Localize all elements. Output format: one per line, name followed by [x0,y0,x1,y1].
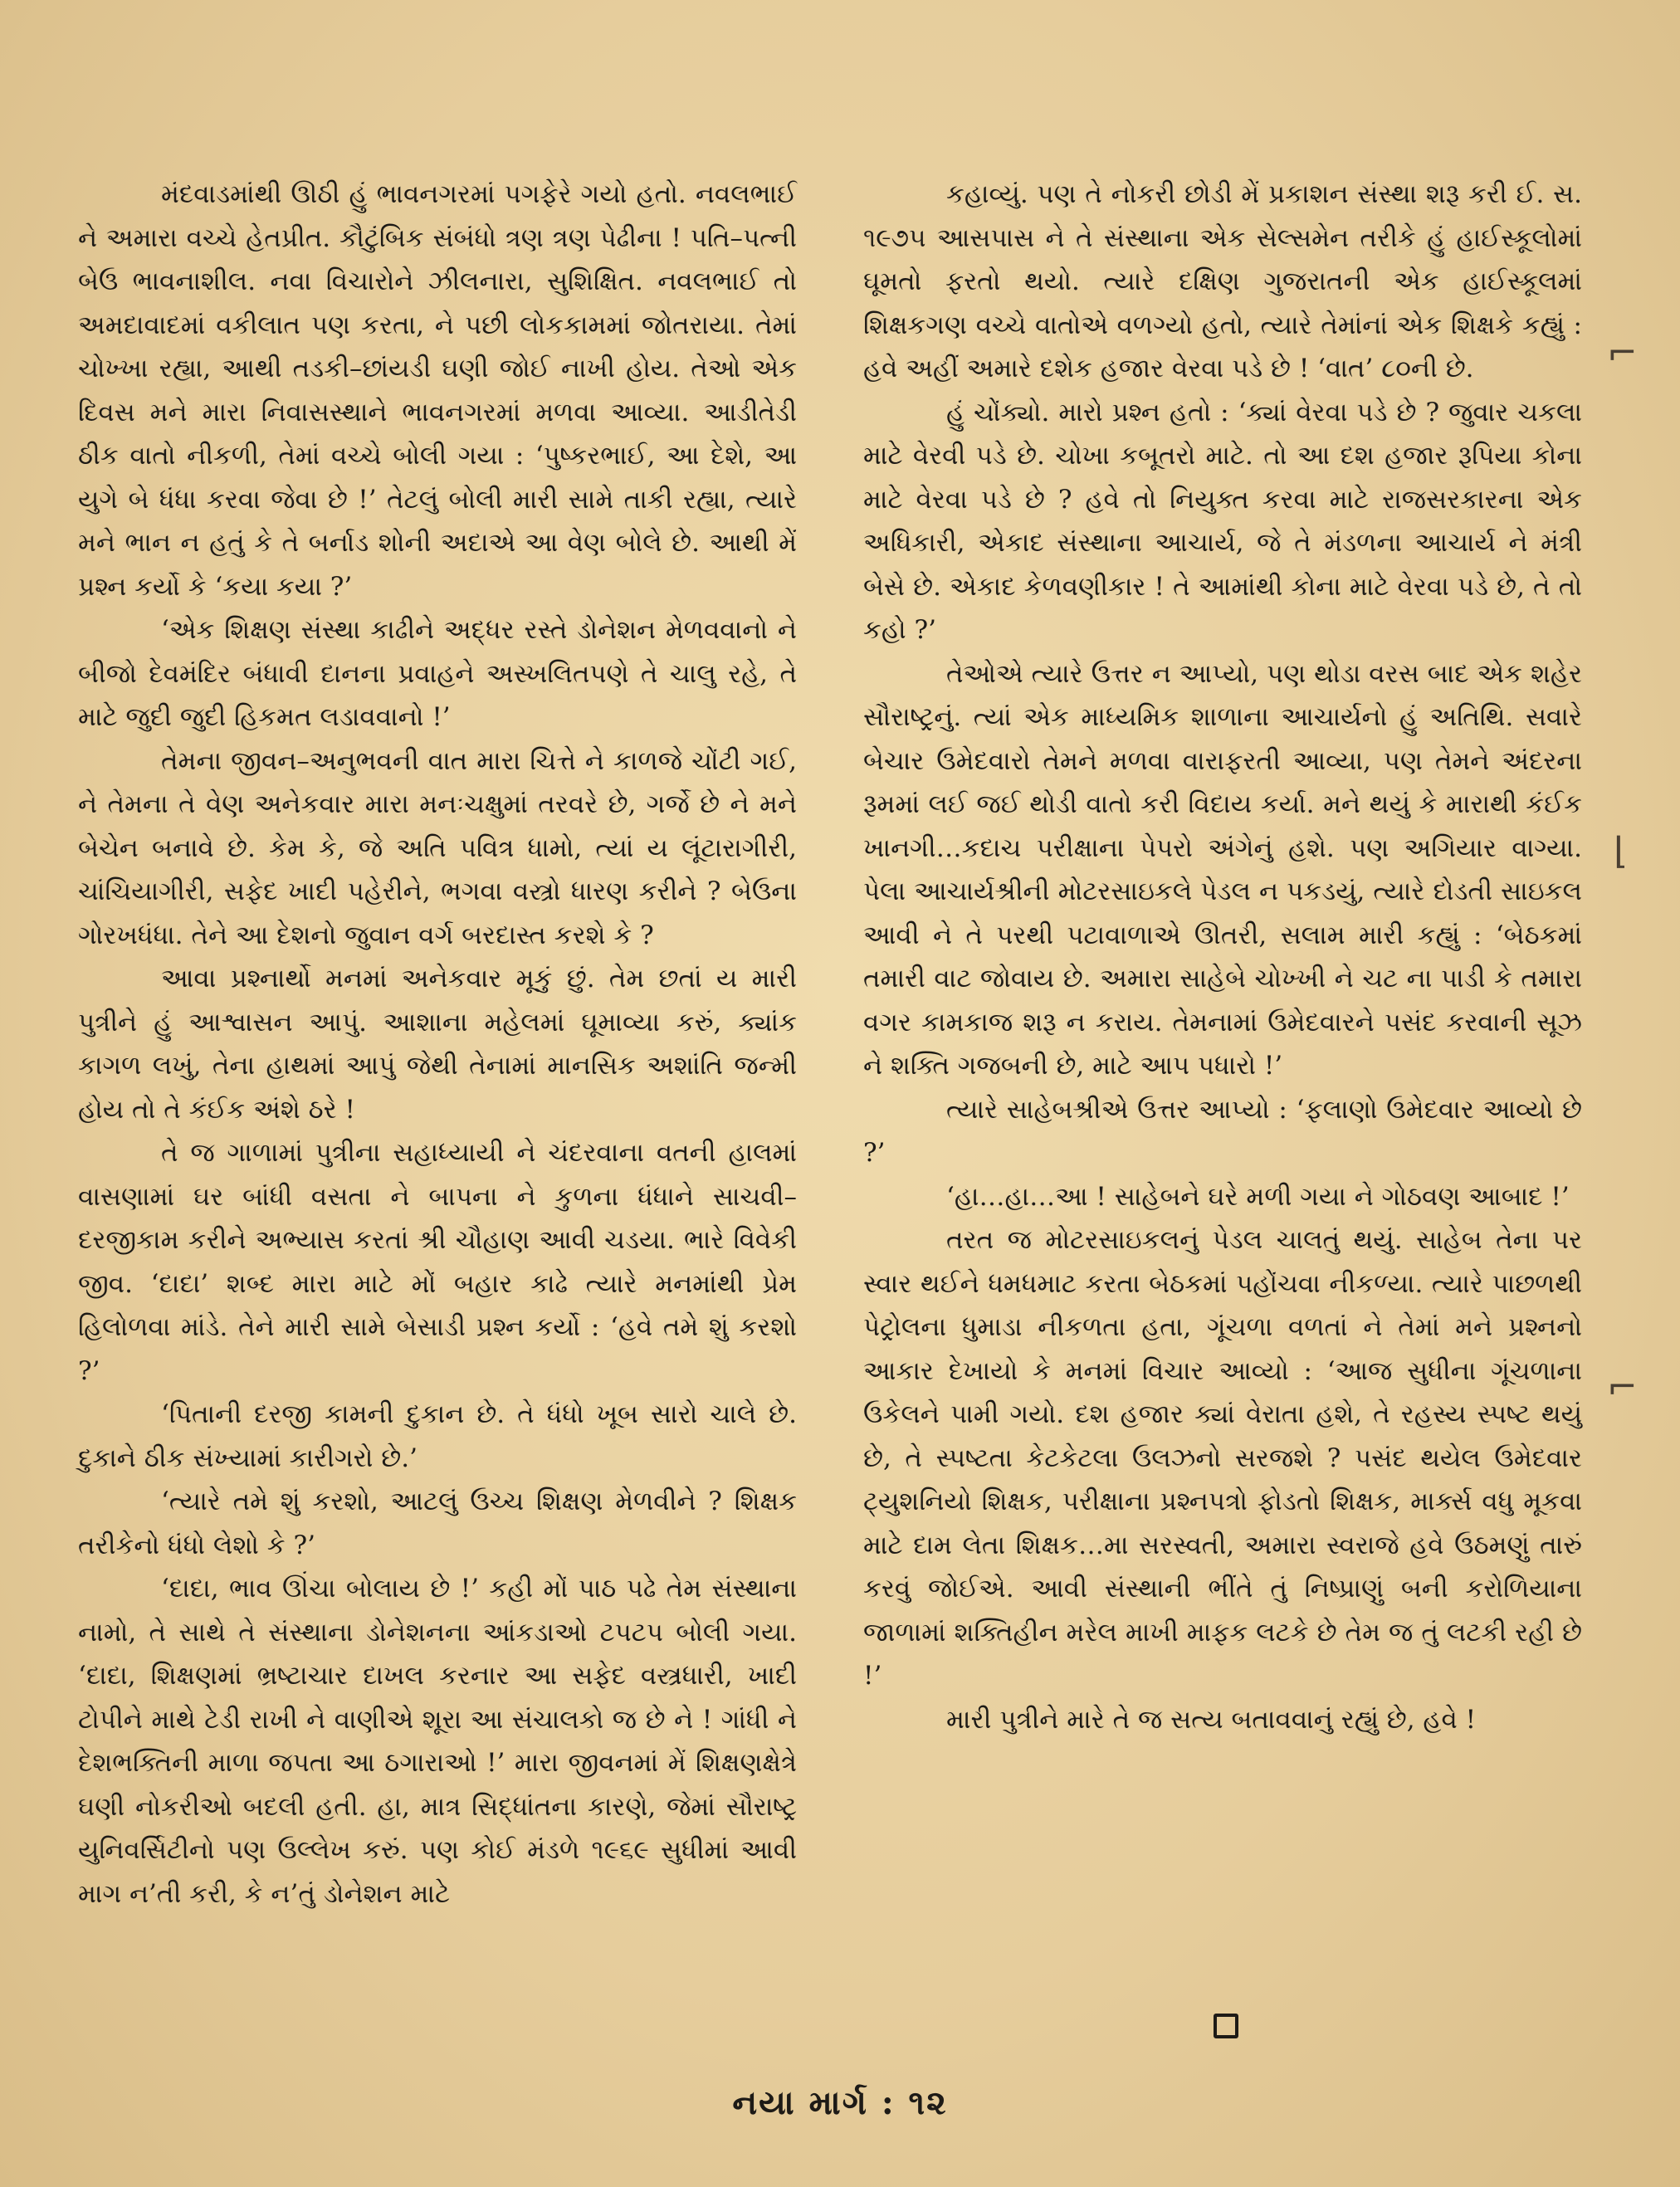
margin-pencil-mark: ⌐ [1607,1366,1638,1408]
paragraph: ‘હા…હા…આ ! સાહેબને ઘરે મળી ગયા ને ગોઠવણ આબાદ !’ [946,1181,1570,1212]
end-of-article-square-icon [1214,2014,1238,2038]
paragraph: તેઓએ ત્યારે ઉત્તર ન આપ્યો, પણ થોડા વરસ બાદ એક શહેર સૌરાષ્ટ્રનું. ત્યાં એક માધ્યમિક શાળાના આચાર્યનો હું અતિથિ. સવારે બેચાર ઉમેદવારો તેમને મળવા વારાફરતી આવ્યા, પણ તેમને અંદરના રૂમમાં લઈ જઈ થોડી વાતો કરી વિદાય કર્યા. મને થયું કે મારાથી કંઈક ખાનગી…કદાચ પરીક્ષાના પેપરો અંગેનું હશે. પણ અગિયાર વાગ્યા. પેલા આચાર્યશ્રીની મોટરસાઇકલે પેડલ ન પકડયું, ત્યારે દોડતી સાઇકલ આવી ને તે પરથી પટાવાળાએ ઊતરી, સલામ મારી કહ્યું : ‘બેઠકમાં તમારી વાટ જોવાય છે. અમારા સાહેબે ચોખ્ખી ને ચટ ના પાડી કે તમારા વગર કામકાજ શરૂ ન કરાય. તેમનામાં ઉમેદવારને પસંદ કરવાની સૂઝ ને શક્તિ ગજબની છે, માટે આપ પધારો !’ [863,658,1582,1081]
paragraph: ‘દાદા, ભાવ ઊંચા બોલાય છે !’ કહી મોં પાઠ પઢે તેમ સંસ્થાના નામો, તે સાથે તે સંસ્થાના ડોનેશનના આંકડાઓ ટપટપ બોલી ગયા. ‘દાદા, શિક્ષણમાં ભ્રષ્ટાચાર દાખલ કરનાર આ સફેદ વસ્ત્રધારી, ખાદી ટોપીને માથે ટેડી રાખી ને વાણીએ શૂરા આ સંચાલકો જ છે ને ! ગાંધી ને દેશભક્તિની માળા જપતા આ ઠગારાઓ !’ મારા જીવનમાં મેં શિક્ષણક્ષેત્રે ઘણી નોકરીઓ બદલી હતી. હા, માત્ર સિદ્ધાંતના કારણે, જેમાં સૌરાષ્ટ્ર યુનિવર્સિટીનો પણ ઉલ્લેખ કરું. પણ કોઈ મંડળે ૧૯૬૯ સુધીમાં આવી માગ ન’તી કરી, કે ન’તું ડોનેશન માટે [78,1574,797,1909]
paragraph: કહાવ્યું. પણ તે નોકરી છોડી મેં પ્રકાશન સંસ્થા શરૂ કરી ઈ. સ. ૧૯૭૫ આસપાસ ને તે સંસ્થાના એક સેલ્સમેન તરીકે હું હાઈસ્કૂલોમાં ઘૂમતો ફરતો થયો. ત્યારે દક્ષિણ ગુજરાતની એક હાઈસ્કૂલમાં શિક્ષકગણ વચ્ચે વાતોએ વળગ્યો હતો, ત્યારે તેમાંનાં એક શિક્ષકે કહ્યું : હવે અહીં અમારે દશેક હજાર વેરવા પડે છે ! ‘વાત’ ૮૦ની છે. [863,179,1582,383]
paragraph: ત્યારે સાહેબશ્રીએ ઉત્તર આપ્યો : ‘ફલાણો ઉમેદવાર આવ્યો છે ?’ [863,1094,1582,1168]
paragraph: તે જ ગાળામાં પુત્રીના સહાધ્યાયી ને ચંદરવાના વતની હાલમાં વાસણામાં ઘર બાંધી વસતા ને બાપના ને કુળના ધંધાને સાચવી–દરજીકામ કરીને અભ્યાસ કરતાં શ્રી ચૌહાણ આવી ચડયા. ભારે વિવેકી જીવ. ‘દાદા’ શબ્દ મારા માટે મોં બહાર કાઢે ત્યારે મનમાંથી પ્રેમ હિલોળવા માંડે. તેને મારી સામે બેસાડી પ્રશ્ન કર્યો : ‘હવે તમે શું કરશો ?’ [78,1138,797,1386]
page-footer: નયા માર્ગ : ૧૨ [732,2083,948,2122]
paragraph: મારી પુત્રીને મારે તે જ સત્ય બતાવવાનું રહ્યું છે, હવે ! [946,1704,1477,1735]
left-column [78,173,797,1916]
paragraph: તરત જ મોટરસાઇકલનું પેડલ ચાલતું થયું. સાહેબ તેના પર સ્વાર થઈને ધમધમાટ કરતા બેઠકમાં પહોંચવા નીકળ્યા. ત્યારે પાછળથી પેટ્રોલના ધુમાડા નીકળતા હતા, ગૂંચળા વળતાં ને તેમાં મને પ્રશ્નનો આકાર દેખાયો કે મનમાં વિચાર આવ્યો : ‘આજ સુધીના ગૂંચળાના ઉકેલને પામી ગયો. દશ હજાર ક્યાં વેરાતા હશે, તે રહસ્ય સ્પષ્ટ થયું છે, તે સ્પષ્ટતા કેટકેટલા ઉલઝનો સરજશે ? પસંદ થયેલ ઉમેદવાર ટ્યુશનિયો શિક્ષક, પરીક્ષાના પ્રશ્નપત્રો ફોડતો શિક્ષક, માર્ક્સ વધુ મૂકવા માટે દામ લેતા શિક્ષક…મા સરસ્વતી, અમારા સ્વરાજે હવે ઉઠમણું તારું કરવું જોઈએ. આવી સંસ્થાની ભીંતે તું નિષ્પ્રાણું બની કરોળિયાના જાળામાં શક્તિહીન મરેલ માખી માફક લટકે છે તેમ જ તું લટકી રહી છે !’ [863,1225,1582,1691]
paragraph: હું ચોંક્યો. મારો પ્રશ્ન હતો : ‘ક્યાં વેરવા પડે છે ? જુવાર ચકલા માટે વેરવી પડે છે. ચોખા કબૂતરો માટે. તો આ દશ હજાર રૂપિયા કોના માટે વેરવા પડે છે ? હવે તો નિયુક્ત કરવા માટે રાજસરકારના એક અધિકારી, એકાદ સંસ્થાના આચાર્ય, જે તે મંડળના આચાર્ય ને મંત્રી બેસે છે. એકાદ કેળવણીકાર ! તે આમાંથી કોના માટે વેરવા પડે છે, તે તો કહો ?’ [863,397,1582,645]
paragraph: મંદવાડમાંથી ઊઠી હું ભાવનગરમાં પગફેરે ગયો હતો. નવલભાઈ ને અમારા વચ્ચે હેતપ્રીત. કૌટુંબિક સંબંધો ત્રણ ત્રણ પેઢીના ! પતિ–પત્ની બેઉ ભાવનાશીલ. નવા વિચારોને ઝીલનારા, સુશિક્ષિત. નવલભાઈ તો અમદાવાદમાં વકીલાત પણ કરતા, ને પછી લોકકામમાં જોતરાયા. તેમાં ચોખ્ખા રહ્યા, આથી તડકી–છાંયડી ઘણી જોઈ નાખી હોય. તેઓ એક દિવસ મને મારા નિવાસસ્થાને ભાવનગરમાં મળવા આવ્યા. આડીતેડી ઠીક વાતો નીકળી, તેમાં વચ્ચે બોલી ગયા : ‘પુષ્કરભાઈ, આ દેશે, આ યુગે બે ધંધા કરવા જેવા છે !’ તેટલું બોલી મારી સામે તાકી રહ્યા, ત્યારે મને ભાન ન હતું કે તે બર્નાડ શોની અદાએ આ વેણ બોલે છે. આથી મેં પ્રશ્ન કર્યો કે ‘કયા કયા ?’ [78,179,797,602]
paragraph: આવા પ્રશ્નાર્થો મનમાં અનેકવાર મૂકું છું. તેમ છતાં ય મારી પુત્રીને હું આશ્વાસન આપું. આશાના મહેલમાં ઘૂમાવ્યા કરું, ક્યાંક કાગળ લખું, તેના હાથમાં આપું જેથી તેનામાં માનસિક અશાંતિ જન્મી હોય તો તે કંઈક અંશે ઠરે ! [78,964,797,1125]
paragraph: તેમના જીવન–અનુભવની વાત મારા ચિત્તે ને કાળજે ચોંટી ગઈ, ને તેમના તે વેણ અનેકવાર મારા મનઃચક્ષુમાં તરવરે છે, ગર્જે છે ને મને બેચેન બનાવે છે. કેમ કે, જે અતિ પવિત્ર ધામો, ત્યાં ય લૂંટારાગીરી, ચાંચિયાગીરી, સફેદ ખાદી પહેરીને, ભગવા વસ્ત્રો ધારણ કરીને ? બેઉના ગોરખધંધા. તેને આ દેશનો જુવાન વર્ગ બરદાસ્ત કરશે કે ? [78,745,797,950]
paragraph: ‘પિતાની દરજી કામની દુકાન છે. તે ધંધો ખૂબ સારો ચાલે છે. દુકાને ઠીક સંખ્યામાં કારીગરો છે.’ [78,1399,797,1473]
paragraph: ‘એક શિક્ષણ સંસ્થા કાઢીને અદ્ધર રસ્તે ડોનેશન મેળવવાનો ને બીજો દેવમંદિર બંધાવી દાનના પ્રવાહને અસ્ખલિતપણે તે ચાલુ રહે, તે માટે જુદી જુદી હિકમત લડાવવાનો !’ [78,615,797,732]
margin-pencil-mark: ⌊ [1614,830,1629,872]
right-column [863,173,1582,1741]
paragraph: ‘ત્યારે તમે શું કરશો, આટલું ઉચ્ચ શિક્ષણ મેળવીને ? શિક્ષક તરીકેનો ધંધો લેશો કે ?’ [78,1486,797,1560]
margin-pencil-mark: ⌐ [1607,332,1638,374]
